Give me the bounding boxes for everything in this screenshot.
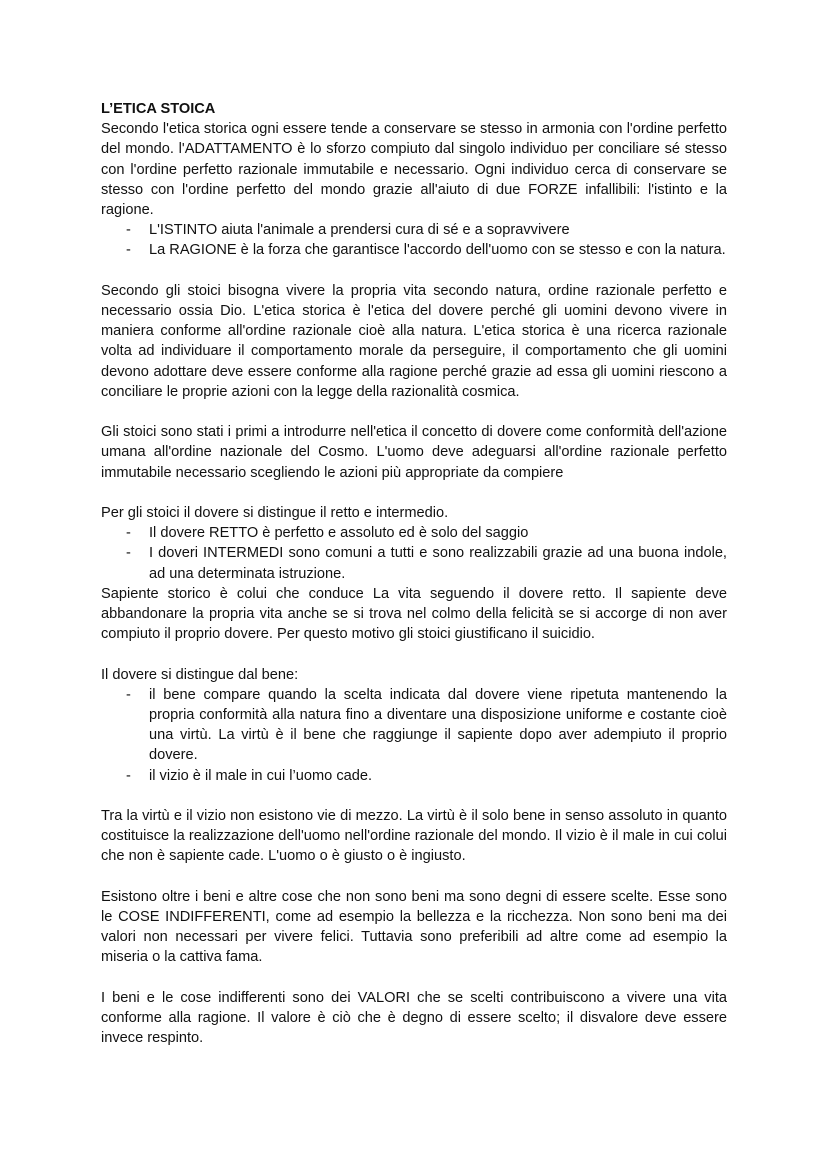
paragraph-4-intro: Per gli stoici il dovere si distingue il retto e intermedio. xyxy=(101,505,449,522)
paragraph-gap xyxy=(101,402,727,422)
paragraph-gap xyxy=(101,483,727,503)
paragraph-8: I beni e le cose indifferenti sono dei VALORI che se scelti contribuiscono a vivere una vita conforme alla ragione. Il valore è ciò che è degno di essere scelto; il disvalore deve essere invece respinto. xyxy=(101,989,727,1047)
list-item-text: il vizio è il male in cui l’uomo cade. xyxy=(149,767,373,784)
paragraph-5-intro: Il dovere si distingue dal bene: xyxy=(101,666,299,683)
bullet-dash: - xyxy=(126,242,131,259)
list-item xyxy=(101,543,727,583)
doveri-list xyxy=(101,523,727,584)
paragraph-7: Esistono oltre i beni e altre cose che non sono beni ma sono degni di essere scelte. Esse sono le COSE INDIFFERENTI, come ad esempio la bellezza e la ricchezza. Non sono beni ma dei valori non necessari per vivere felici. Tuttavia sono preferibili ad altre come ad esempio la miseria o la cattiva fama. xyxy=(101,888,727,966)
paragraph-gap xyxy=(101,261,727,281)
bullet-dash: - xyxy=(126,525,131,542)
list-item xyxy=(101,685,727,766)
list-item-text: L'ISTINTO aiuta l'animale a prendersi cura di sé e a sopravvivere xyxy=(149,222,570,239)
list-item-text: Il dovere RETTO è perfetto e assoluto ed è solo del saggio xyxy=(149,525,529,542)
bullet-dash: - xyxy=(126,767,131,784)
paragraph-2: Secondo gli stoici bisogna vivere la propria vita secondo natura, ordine razionale perfetto e necessario ossia Dio. L'etica storica è l'etica del dovere perché gli uomini devono vivere in maniera conforme all'ordine razionale cioè alla natura. L'etica storica è una ricerca razionale volta ad individuare il comportamento morale da perseguire, il comportamento che gli uomini devono adottare deve essere conforme alla ragione perché grazie ad essa gli uomini riescono a conciliare le proprie azioni con la legge della razionalità cosmica. xyxy=(101,282,727,400)
list-item-text: il bene compare quando la scelta indicata dal dovere viene ripetuta mantenendo la propria conformità alla natura fino a diventare una disposizione uniforme e costante cioè una virtù. La virtù è il bene che raggiunge il sapiente dopo aver adempiuto il proprio dovere. xyxy=(149,686,727,764)
forze-list xyxy=(101,220,727,260)
list-item xyxy=(101,240,727,260)
list-item xyxy=(101,523,727,543)
paragraph-gap xyxy=(101,644,727,664)
paragraph-intro: Secondo l'etica storica ogni essere tende a conservare se stesso in armonia con l'ordine perfetto del mondo. l'ADATTAMENTO è lo sforzo compiuto dal singolo individuo per conciliare sé stesso con l'ordine perfetto razionale immutabile e necessario. Ogni individuo cerca di conservare se stesso con l'ordine perfetto del mondo grazie all'aiuto di due FORZE infallibili: l'istinto e la ragione. xyxy=(101,121,727,219)
paragraph-3: Gli stoici sono stati i primi a introdurre nell'etica il concetto di dovere come conformità dell'azione umana all'ordine nazionale del Cosmo. L'uomo deve adeguarsi all'ordine razionale perfetto immutabile necessario scegliendo le azioni più appropriate da compiere xyxy=(101,424,727,481)
list-item-text: La RAGIONE è la forza che garantisce l'accordo dell'uomo con se stesso e con la natura. xyxy=(149,242,726,259)
document-title: L’ETICA STOICA xyxy=(101,101,216,117)
paragraph-gap xyxy=(101,786,727,806)
list-item xyxy=(101,766,727,786)
paragraph-gap xyxy=(101,867,727,887)
bullet-dash: - xyxy=(126,545,131,562)
paragraph-gap xyxy=(101,968,727,988)
paragraph-4-after: Sapiente storico è colui che conduce La vita seguendo il dovere retto. Il sapiente deve abbandonare la propria vita anche se si trova nel colmo della felicità se si accorge di non aver compiuto il proprio dovere. Per questo motivo gli stoici giustificano il suicidio. xyxy=(101,585,727,643)
document-page xyxy=(101,99,727,1048)
bene-list xyxy=(101,685,727,786)
list-item xyxy=(101,220,727,240)
paragraph-6: Tra la virtù e il vizio non esistono vie di mezzo. La virtù è il solo bene in senso assoluto in quanto costituisce la realizzazione dell'uomo nell'ordine razionale del mondo. Il vizio è il male in cui colui che non è sapiente cade. L'uomo o è giusto o è ingiusto. xyxy=(101,808,727,865)
list-item-text: I doveri INTERMEDI sono comuni a tutti e sono realizzabili grazie ad una buona indole, ad una determinata istruzione. xyxy=(149,545,727,582)
bullet-dash: - xyxy=(126,686,131,703)
bullet-dash: - xyxy=(126,222,131,239)
